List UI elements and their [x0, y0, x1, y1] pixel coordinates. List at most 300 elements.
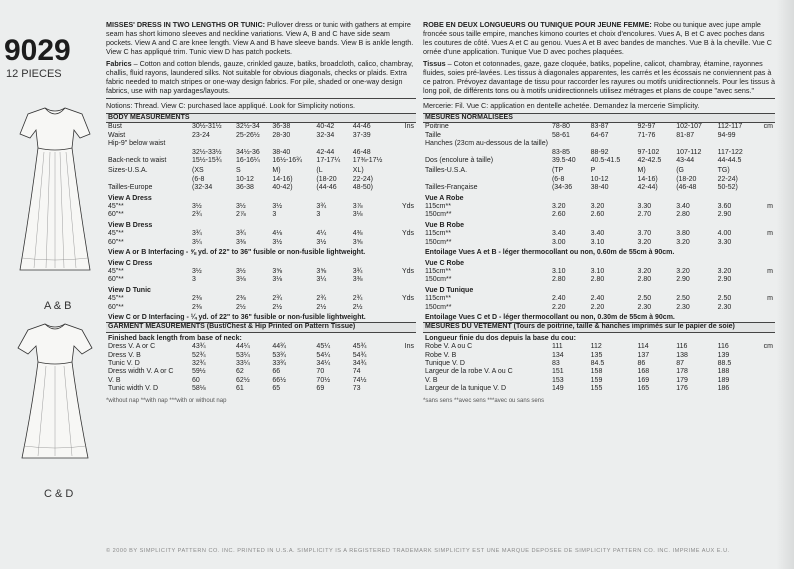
- pattern-number: 9029: [4, 34, 71, 67]
- table-cell: 158: [590, 368, 603, 376]
- table-row: [106, 211, 416, 219]
- table-cell: 169: [637, 376, 650, 384]
- table-cell: 83: [551, 359, 560, 367]
- table-cell: 25-26½: [236, 131, 260, 139]
- table-cell: 3.10: [590, 267, 605, 275]
- unit-label: [395, 304, 416, 312]
- table-cell: 2.60: [551, 211, 566, 219]
- table-cell: 116: [717, 343, 729, 351]
- unit-label: [395, 140, 416, 148]
- view-title: Vue C Robe: [425, 259, 465, 267]
- interfacing-note: View A or B Interfacing - ⅝ yd. of 22" to 36" fusible or non-fusible lightweight.: [108, 249, 366, 257]
- notions-fr: Mercerie: Fil. Vue C: application en dentelle achetée. Demandez la mercerie Simplicity.: [423, 101, 700, 110]
- table-cell: 43¾: [192, 343, 206, 351]
- table-cell: 34¼: [316, 359, 331, 367]
- view-title: View B Dress: [108, 221, 153, 229]
- unit-label: Yds: [401, 267, 414, 275]
- table-cell: 60: [192, 376, 200, 384]
- spacer: [395, 165, 416, 175]
- interfacing-note: Entoilage Vues C et D - léger thermocollant ou non, 0.30m de 55cm à 90cm.: [425, 313, 675, 321]
- table-cell: 3.20: [637, 238, 652, 246]
- row-label: 60"**: [108, 238, 124, 246]
- table-cell: 117-122: [717, 148, 743, 156]
- table-row: [106, 230, 416, 238]
- size-cell: P: [590, 167, 596, 175]
- table-cell: 39.5-40: [551, 157, 576, 165]
- table-row: [106, 285, 416, 295]
- table-cell: 2.80: [676, 211, 690, 219]
- row-label: 45"**: [108, 267, 124, 275]
- table-cell: 3.40: [551, 230, 566, 238]
- table-cell: 116: [676, 343, 688, 351]
- table-cell: 3¼: [316, 276, 327, 284]
- row-label: 150cm**: [425, 276, 452, 284]
- table-row: [423, 343, 775, 351]
- table-cell: 2.50: [637, 295, 652, 303]
- unit-label: [756, 140, 775, 148]
- table-cell: 2.90: [717, 276, 732, 284]
- unit-label: [756, 239, 775, 247]
- unit-label: cm: [763, 123, 773, 131]
- table-header-row: [106, 114, 416, 123]
- row-label: 115cm**: [425, 295, 451, 303]
- spacer: [395, 184, 416, 192]
- table-cell: 16½-16¾: [272, 157, 302, 165]
- row-label: 150cm**: [425, 238, 452, 246]
- spacer: [395, 176, 416, 184]
- table-cell: 3.30: [637, 203, 652, 211]
- view-title: View A Dress: [108, 194, 152, 202]
- table-cell: 64-67: [590, 131, 609, 139]
- table-row: [423, 377, 775, 385]
- table-cell: 44-44.5: [717, 157, 742, 165]
- table-row: [106, 343, 416, 351]
- table-cell: 32-34: [316, 131, 335, 139]
- size-label: [423, 176, 550, 184]
- unit-label: [395, 352, 416, 360]
- unit-label: [395, 385, 416, 393]
- table-cell: 3½: [236, 267, 246, 275]
- view-title: View C Dress: [108, 259, 153, 267]
- table-cell: 151: [551, 368, 564, 376]
- unit-label: Yds: [401, 230, 414, 238]
- garment-measurements-title: MESURES DU VETEMENT (Tours de poitrine, taille & hanches imprimés sur le papier de soie): [423, 323, 775, 332]
- row-label: 45"**: [108, 295, 124, 303]
- table-cell: 3.20: [637, 267, 652, 275]
- table-row: [106, 220, 416, 230]
- table-cell: 2.30: [717, 303, 732, 311]
- table-cell: 62½: [236, 376, 250, 384]
- table-row: [106, 368, 416, 376]
- table-header-row: [106, 323, 416, 332]
- table-cell: 73: [352, 385, 361, 393]
- table-cell: 3.20: [551, 203, 566, 211]
- unit-label: [395, 360, 416, 368]
- table-cell: 58-61: [551, 131, 570, 139]
- table-cell: 112: [590, 343, 602, 351]
- notions-en: Notions: Thread. View C: purchased lace appliqué. Look for Simplicity notions.: [106, 101, 356, 110]
- unit-label: Yds: [401, 295, 414, 303]
- size-cell: 42-44): [637, 184, 658, 192]
- row-label: [106, 149, 190, 157]
- size-label: Sizes-U.S.A.: [108, 167, 148, 175]
- table-cell: 2⅜: [192, 303, 202, 311]
- size-cell: 22-24): [717, 175, 738, 183]
- row-label: Largeur de la tunique V. D: [425, 385, 507, 393]
- table-cell: 2½: [272, 303, 283, 311]
- size-label: [106, 176, 190, 184]
- size-row: [423, 176, 775, 184]
- row-label: 150cm**: [425, 211, 452, 219]
- table-cell: 102-107: [676, 123, 702, 131]
- table-cell: 112-117: [717, 123, 743, 131]
- nap-note-en: *without nap **with nap ***with or without nap: [106, 397, 227, 404]
- table-row: [106, 203, 416, 211]
- table-cell: 2.40: [590, 295, 605, 303]
- unit-label: m: [767, 295, 773, 303]
- table-cell: 3: [316, 211, 321, 219]
- row-label: Hanches (23cm au-dessous de la taille): [425, 140, 548, 148]
- table-cell: 2.50: [717, 295, 732, 303]
- row-label: Waist: [108, 131, 126, 139]
- table-cell: 3⅛: [272, 276, 283, 284]
- view-title: View D Tunic: [108, 286, 151, 294]
- unit-label: Yds: [401, 203, 414, 211]
- unit-label: [395, 149, 416, 157]
- unit-label: Ins: [404, 343, 414, 351]
- table-cell: [589, 140, 636, 148]
- table-cell: 54¾: [352, 351, 367, 359]
- pieces-count: 12 PIECES: [6, 68, 62, 80]
- table-cell: 3: [192, 276, 196, 284]
- size-row: [106, 165, 416, 175]
- table-cell: 74: [352, 368, 361, 376]
- table-cell: 3½: [192, 203, 202, 211]
- body-measurements-title: BODY MEASUREMENTS: [106, 114, 416, 123]
- table-row: [106, 258, 416, 268]
- table-cell: 2⅜: [236, 295, 246, 303]
- size-cell: 14-16): [637, 175, 658, 183]
- size-cell: (G: [676, 167, 684, 175]
- row-label: V. B: [108, 376, 121, 384]
- table-cell: 54¼: [316, 351, 331, 359]
- table-row: [106, 123, 416, 132]
- table-cell: 3.30: [717, 238, 732, 246]
- size-cell: 40-42): [272, 184, 293, 192]
- table-row: [423, 220, 775, 230]
- table-cell: 2.80: [590, 276, 605, 284]
- description-fr: [423, 20, 775, 56]
- table-cell: 59½: [192, 368, 206, 376]
- table-row: [423, 352, 775, 360]
- table-cell: 186: [717, 385, 730, 393]
- unit-label: m: [767, 267, 773, 275]
- garment-subtitle: Finished back length from base of neck:: [108, 334, 242, 342]
- table-cell: 30½-31½: [192, 123, 222, 131]
- size-row: [423, 184, 775, 192]
- table-cell: 2⅞: [236, 211, 246, 219]
- unit-label: [395, 132, 416, 140]
- row-label: V. B: [425, 376, 438, 384]
- row-label: Tunique V. D: [425, 359, 465, 367]
- row-label: Tunic width V. D: [108, 385, 159, 393]
- table-cell: 3½: [236, 203, 246, 211]
- table-row: [106, 304, 416, 312]
- size-cell: TG): [717, 167, 730, 175]
- french-column: [423, 20, 775, 406]
- table-cell: 44¼: [236, 343, 250, 351]
- table-cell: 38-40: [272, 148, 291, 156]
- spacer: [756, 184, 775, 192]
- table-cell: 53¾: [272, 351, 287, 359]
- unit-label: [756, 276, 775, 284]
- table-row: [106, 332, 416, 343]
- table-row: [423, 268, 775, 276]
- table-cell: 69: [316, 385, 325, 393]
- table-cell: 88.5: [717, 359, 732, 367]
- unit-label: m: [767, 230, 773, 238]
- table-cell: 134: [551, 351, 564, 359]
- table-cell: 2.20: [551, 303, 566, 311]
- table-cell: 66: [272, 368, 281, 376]
- description-title-en: MISSES' DRESS IN TWO LENGTHS OR TUNIC:: [106, 20, 266, 29]
- fabrics-title-fr: Tissus: [423, 59, 446, 68]
- size-cell: 36-38: [236, 184, 254, 192]
- size-cell: (TP: [551, 167, 564, 175]
- table-row: [423, 247, 775, 257]
- row-label: Largeur de la robe V. A ou C: [425, 368, 513, 376]
- table-cell: 3: [272, 211, 277, 219]
- row-label: Bust: [108, 123, 123, 131]
- table-cell: 3.40: [590, 230, 605, 238]
- size-cell: (6-8: [192, 175, 205, 183]
- table-cell: 2.80: [637, 276, 652, 284]
- table-row: [106, 149, 416, 157]
- figure-views-c-d: [10, 318, 100, 468]
- table-cell: 81-87: [676, 131, 695, 139]
- table-row: [423, 295, 775, 303]
- table-cell: 3½: [316, 238, 327, 246]
- row-label: Tunic V. D: [108, 359, 140, 367]
- size-row: [106, 184, 416, 192]
- table-cell: 71-76: [637, 131, 656, 139]
- unit-label: [395, 377, 416, 385]
- table-row: [106, 157, 416, 165]
- row-label: Taille: [425, 131, 441, 139]
- description-text-en: Pullover dress or tunic with gathers at empire seam has short kimono sleeves and neckline variations. View A, B and C have side seam pockets. View A and C are knee length. View A and B have sleeve bands. View B is ankle length. View C has appliqué trim. Tunic view D has patch pockets.: [106, 20, 414, 56]
- table-cell: 2.30: [637, 303, 652, 311]
- table-cell: [636, 140, 675, 148]
- unit-label: [395, 368, 416, 376]
- row-label: Poitrine: [425, 123, 449, 131]
- size-cell: (18-20: [676, 175, 697, 183]
- table-cell: 4⅜: [352, 230, 363, 238]
- table-cell: 3½: [272, 203, 283, 211]
- table-cell: 84.5: [590, 359, 605, 367]
- table-cell: 2.80: [551, 276, 566, 284]
- table-cell: 42-42.5: [637, 157, 662, 165]
- size-cell: (L: [316, 167, 323, 175]
- table-cell: 3.10: [590, 238, 605, 246]
- table-cell: 94-99: [717, 131, 736, 139]
- table-cell: 3¼: [192, 238, 202, 246]
- table-cell: 168: [637, 368, 650, 376]
- garment-measurements-title: GARMENT MEASUREMENTS (Bust/Chest & Hip Printed on Pattern Tissue): [106, 323, 416, 332]
- table-cell: 2½: [352, 303, 363, 311]
- table-cell: 37-39: [352, 131, 371, 139]
- table-cell: 2½: [236, 303, 246, 311]
- size-cell: (XS: [192, 167, 204, 175]
- table-cell: 189: [717, 376, 730, 384]
- view-title: Vue A Robe: [425, 194, 464, 202]
- table-cell: 87: [676, 359, 684, 367]
- table-row: [423, 258, 775, 268]
- size-cell: 10-12: [590, 175, 609, 183]
- size-cell: (34-36: [551, 184, 573, 192]
- table-cell: 4.00: [717, 230, 732, 238]
- fabrics-fr: [423, 59, 775, 95]
- table-cell: 3⅞: [352, 203, 363, 211]
- table-cell: 28-30: [272, 131, 291, 139]
- spacer: [756, 165, 775, 175]
- table-cell: 3¾: [352, 267, 363, 275]
- table-cell: [351, 140, 395, 148]
- table-cell: [270, 140, 314, 148]
- unit-label: [395, 157, 416, 165]
- table-cell: 62: [236, 368, 244, 376]
- fabrics-text-fr: – Coton et cotonnades, gaze, gaze cloquée, batiks, popeline, calicot, chambray, étamine, rayonnes fluides, soies pré-lavées. Les tissus à diagonales apparentes, les carrés et les écossais ne conviennent pas à ce patron. Prévoyez davantage de tissu pour raccorder les rayures ou motifs unidirectionnels. Pour les tissus à long poil, de différents tons ou à motifs unidirectionnels utilisez métrages et plans de coupe "avec sens.": [423, 59, 775, 95]
- table-cell: 83-85: [551, 148, 570, 156]
- size-row: [106, 176, 416, 184]
- table-cell: [190, 140, 234, 148]
- table-cell: [234, 140, 270, 148]
- brand-block: [4, 36, 104, 80]
- table-cell: 32½-34: [236, 123, 260, 131]
- table-header-row: [423, 323, 775, 332]
- table-cell: 44-46: [352, 123, 371, 131]
- table-cell: 3¾: [236, 230, 246, 238]
- table-cell: 178: [676, 368, 688, 376]
- size-cell: 38-40: [590, 184, 609, 192]
- table-row: [106, 268, 416, 276]
- unit-label: [395, 211, 416, 219]
- table-row: [423, 193, 775, 203]
- table-cell: 179: [676, 376, 688, 384]
- size-cell: 50-52): [717, 184, 738, 192]
- table-row: [106, 140, 416, 148]
- garment-subtitle: Longueur finie du dos depuis la base du cou:: [425, 334, 576, 342]
- table-cell: 114: [637, 343, 649, 351]
- unit-label: [395, 276, 416, 284]
- table-cell: 107-112: [676, 148, 702, 156]
- table-cell: 3⅝: [272, 267, 283, 275]
- spacer: [756, 176, 775, 184]
- table-cell: 135: [590, 351, 603, 359]
- size-cell: 14-16): [272, 175, 293, 183]
- table-cell: 17⅜-17½: [352, 157, 383, 165]
- table-cell: 2.70: [637, 211, 652, 219]
- size-cell: XL): [352, 167, 364, 175]
- nap-note-fr: *sans sens **avec sens ***avec ou sans sens: [423, 397, 545, 404]
- copyright-footer: © 2000 BY SIMPLICITY PATTERN CO. INC. PRINTED IN U.S.A. SIMPLICITY IS A REGISTERED TRADEMARK SIMPLICITY EST UNE MARQUE DEPOSEE DE SIMPLICITY PATTERN CO. INC. IMPRIME AUX E.U.: [106, 548, 730, 554]
- table-cell: 46-48: [352, 148, 371, 156]
- table-row: [423, 360, 775, 368]
- view-title: Vue D Tunique: [425, 286, 474, 294]
- table-cell: [550, 140, 589, 148]
- table-cell: 70: [316, 368, 325, 376]
- row-label: Hip-9" below waist: [108, 140, 166, 148]
- unit-label: [395, 239, 416, 247]
- table-cell: 16-16¼: [236, 157, 260, 165]
- table-cell: 3.20: [676, 238, 690, 246]
- description-en: [106, 20, 416, 56]
- table-cell: 3.80: [676, 230, 690, 238]
- table-row: [423, 332, 775, 343]
- table-cell: 45¼: [316, 343, 331, 351]
- fabrics-en: [106, 59, 416, 95]
- table-row: [423, 368, 775, 376]
- table-cell: 40.5-41.5: [590, 157, 621, 165]
- table-row: [106, 312, 416, 323]
- table-row: [423, 276, 775, 284]
- table-cell: 43-44: [676, 157, 695, 165]
- table-cell: 3.20: [717, 267, 732, 275]
- table-row: [106, 385, 416, 393]
- table-cell: 2¾: [316, 295, 327, 303]
- description-title-fr: ROBE EN DEUX LONGUEURS OU TUNIQUE POUR JEUNE FEMME:: [423, 20, 652, 29]
- dress-short-sketch: [10, 318, 100, 468]
- fabrics-text-en: – Cotton and cotton blends, gauze, crinkled gauze, batiks, broadcloth, calico, chambray, challis, fluid rayons, laundered silks. Not suitable for obvious diagonals, checks or plaids. Extra fabric needed to match stripes or one-way design fabrics. For pile, shaded or one-way design fabrics, use with nap yardages/layouts.: [106, 59, 414, 95]
- table-cell: 92-97: [637, 123, 656, 131]
- row-label: Dress width V. A or C: [108, 368, 174, 376]
- table-row: [106, 295, 416, 303]
- table-cell: 139: [717, 351, 730, 359]
- table-cell: 153: [551, 376, 564, 384]
- table-row: [423, 385, 775, 393]
- table-cell: 2¾: [192, 211, 202, 219]
- table-row: [423, 285, 775, 295]
- table-row: [423, 312, 775, 323]
- divider: [106, 98, 416, 99]
- table-cell: 32¾: [192, 359, 206, 367]
- row-label: 150cm**: [425, 303, 452, 311]
- size-cell: (44-46: [316, 184, 337, 192]
- table-cell: 3¾: [192, 230, 202, 238]
- description-text-fr: Robe ou tunique avec jupe ample froncée sous taille empire, manches kimono courtes et choix d'encolures. Vues A, B et C avec poches dans les coutures de côté. Vues A et C au genou. Vues A et B avec bandes de manches. Vue B à la cheville. Vue C ornée d'une application. Tunique Vue D avec poches plaquées.: [423, 20, 772, 56]
- size-cell: 10-12: [236, 175, 254, 183]
- table-cell: 33¾: [272, 359, 287, 367]
- row-label: 45"**: [108, 230, 124, 238]
- table-cell: 40-42: [316, 123, 335, 131]
- unit-label: Ins: [404, 123, 414, 131]
- table-cell: 70½: [316, 376, 331, 384]
- table-cell: 3.20: [676, 267, 690, 275]
- measurement-table-en: [106, 113, 416, 394]
- unit-label: [756, 157, 775, 165]
- table-row: [106, 193, 416, 203]
- row-label: 45"**: [108, 203, 124, 211]
- table-row: [423, 132, 775, 140]
- table-cell: 2¾: [272, 295, 283, 303]
- row-label: 60"**: [108, 276, 124, 284]
- table-cell: 97-102: [637, 148, 660, 156]
- english-column: [106, 20, 416, 406]
- unit-label: [756, 360, 775, 368]
- table-cell: 32½-33½: [192, 148, 222, 156]
- table-row: [106, 239, 416, 247]
- unit-label: [756, 385, 775, 393]
- table-row: [106, 360, 416, 368]
